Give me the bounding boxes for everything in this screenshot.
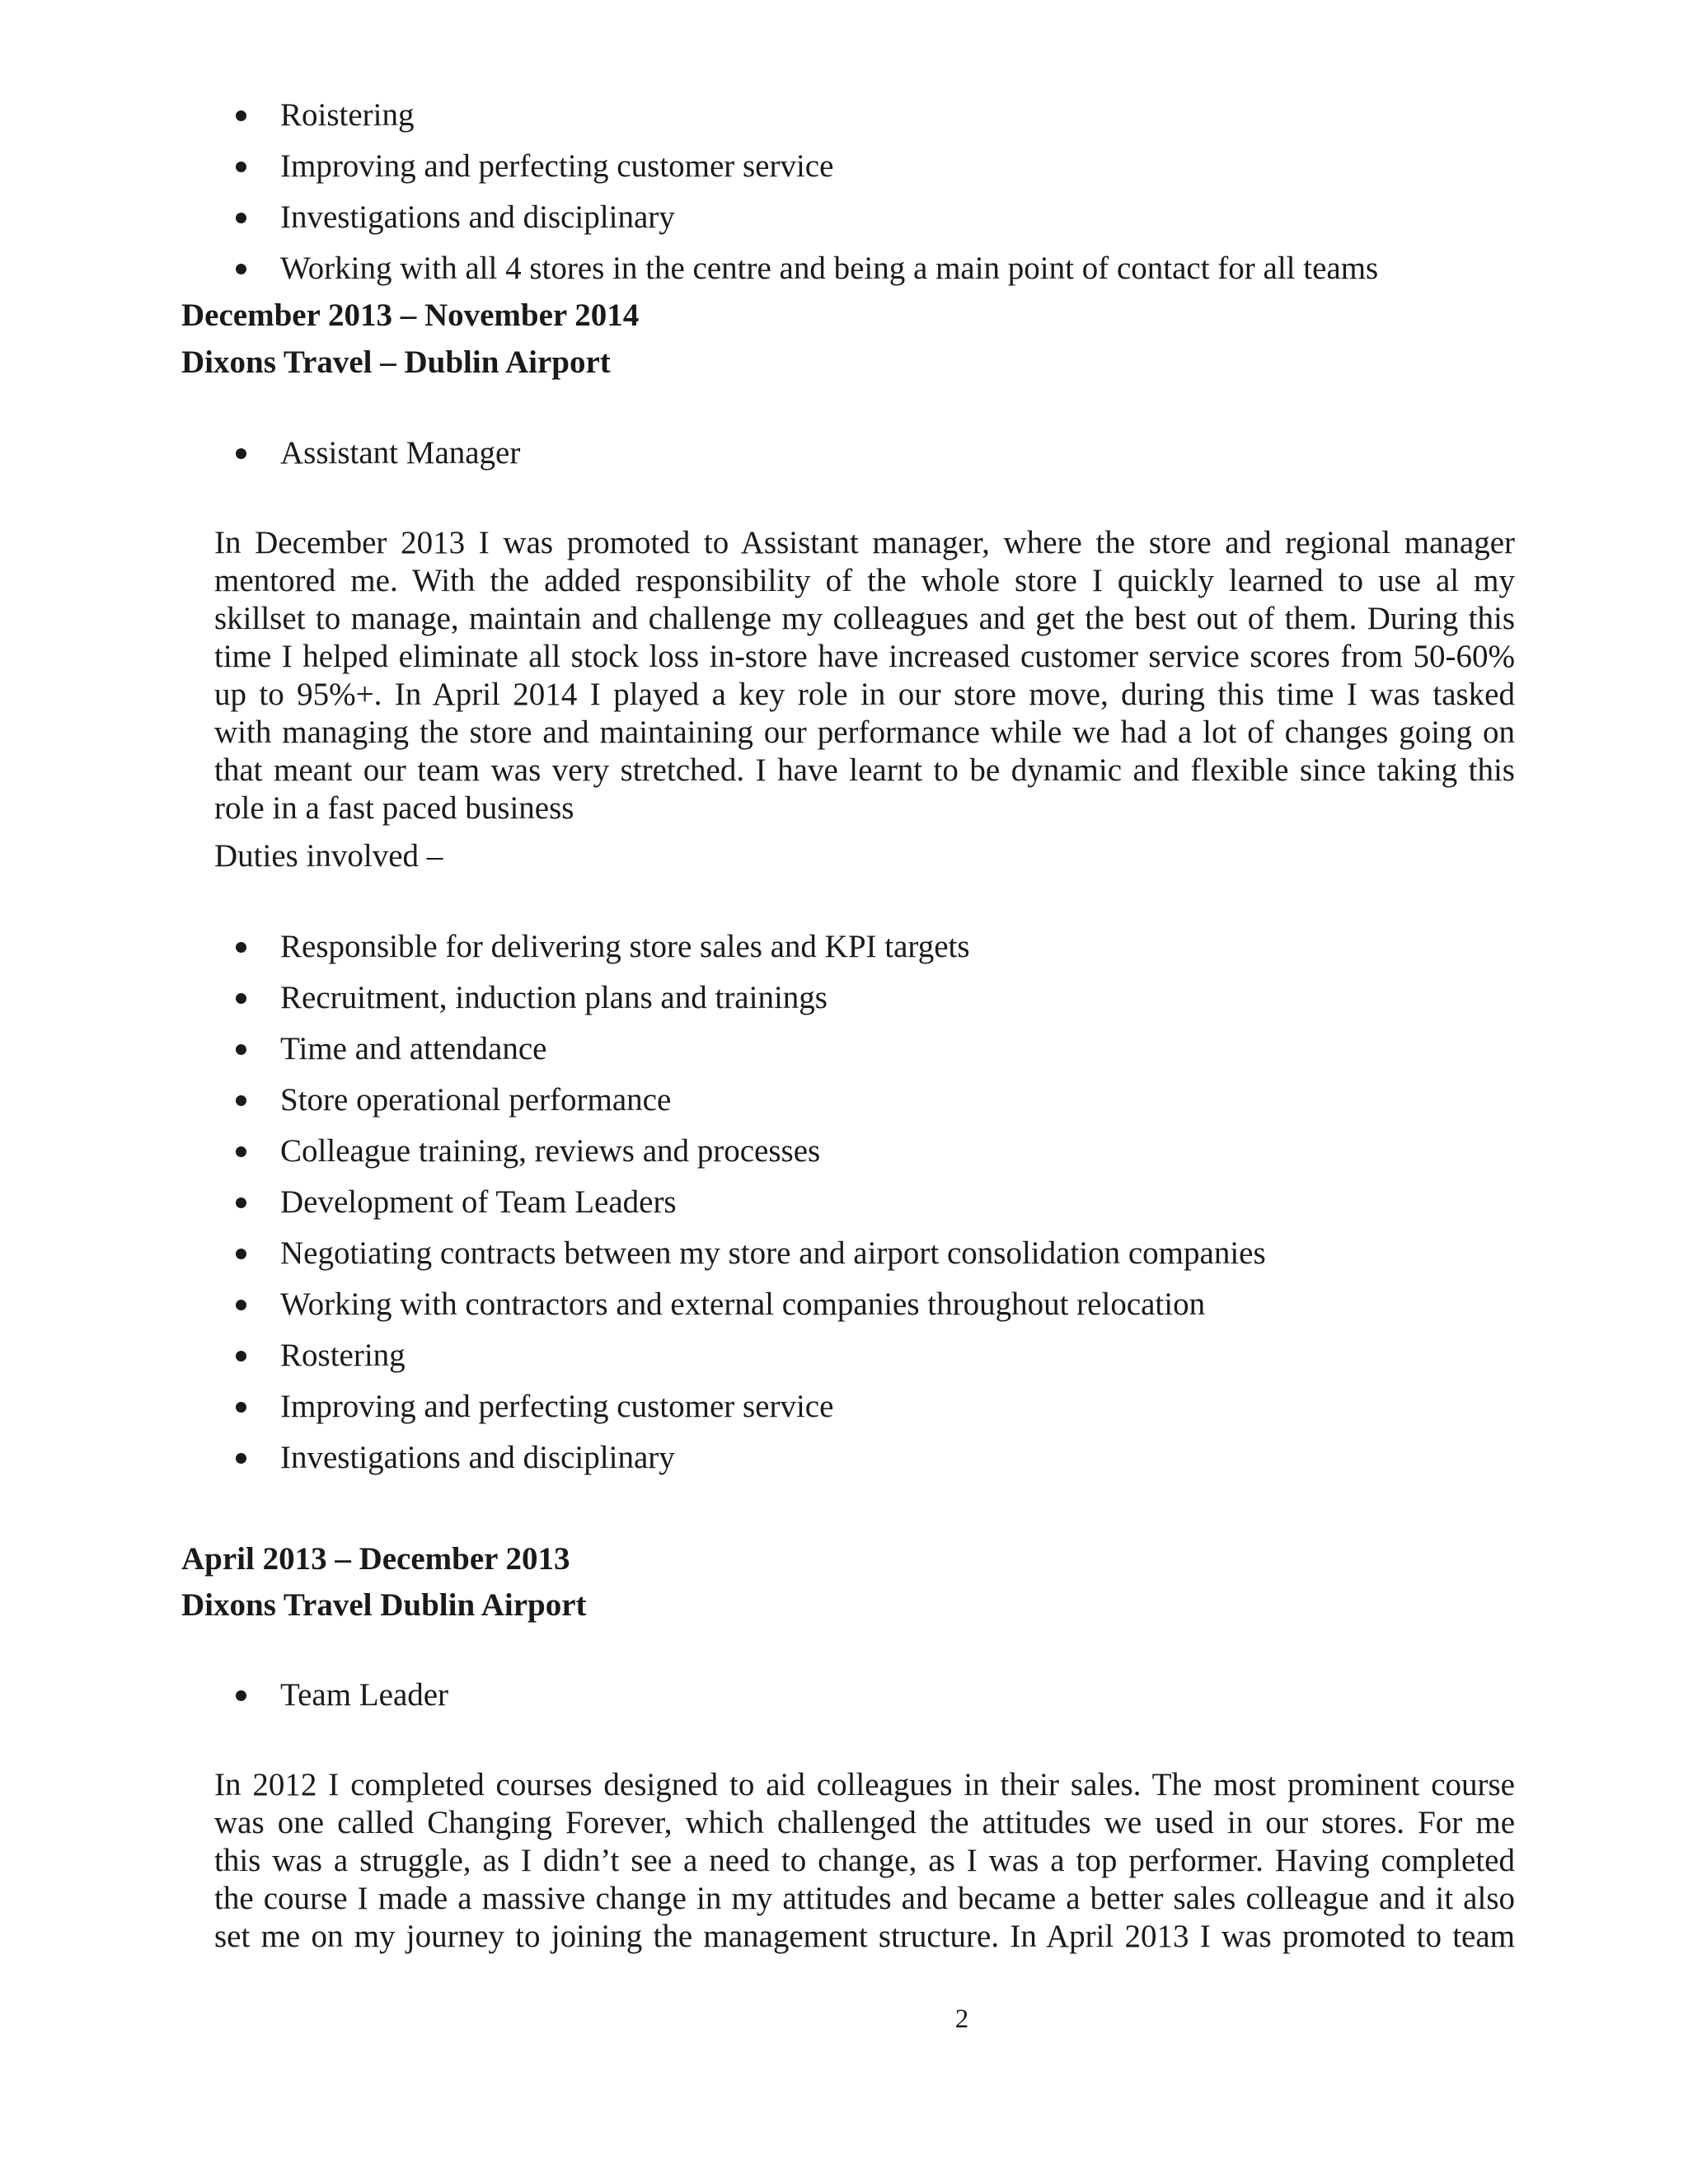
list-item-text: Colleague training, reviews and processes (280, 1133, 821, 1169)
job1-role-list (0, 428, 1688, 479)
bullet-icon (236, 993, 246, 1004)
list-item (0, 90, 1688, 141)
list-item-text: Working with contractors and external companies throughout relocation (280, 1286, 1206, 1322)
list-item-text: Investigations and disciplinary (280, 1440, 675, 1475)
paragraph-line: skillset to manage, maintain and challenge my colleagues and get the best out of them. During this (214, 601, 1515, 636)
list-item (0, 428, 1688, 479)
paragraph-line: was one called Changing Forever, which challenged the attitudes we used in our stores. For me (214, 1805, 1515, 1840)
bullet-icon (236, 1402, 246, 1413)
paragraph-line: with managing the store and maintaining our performance while we had a lot of changes going on (214, 715, 1515, 750)
bullet-icon (236, 1300, 246, 1310)
list-item-text: Roistering (280, 97, 415, 133)
paragraph-line: time I helped eliminate all stock loss in-store have increased customer service scores from 50-60% (214, 639, 1515, 674)
job2-role-text: Team Leader (280, 1677, 449, 1713)
bullet-icon (236, 1197, 246, 1208)
list-item-text: Working with all 4 stores in the centre and being a main point of contact for all teams (280, 251, 1379, 286)
bullet-icon (236, 1095, 246, 1106)
list-item (0, 972, 1688, 1024)
list-item-text: Development of Team Leaders (280, 1184, 677, 1220)
paragraph-line: that meant our team was very stretched. I have learnt to be dynamic and flexible since taking this (214, 752, 1515, 788)
paragraph-line: up to 95%+. In April 2014 I played a key role in our store move, during this time I was tasked (214, 677, 1515, 712)
top-duties-list (0, 90, 1688, 294)
job1-role-text: Assistant Manager (280, 435, 521, 471)
job2-role-block (0, 1670, 1688, 1721)
list-item (0, 1075, 1688, 1126)
job2-role-list (0, 1670, 1688, 1721)
bullet-icon (236, 1249, 246, 1259)
list-item (0, 1330, 1688, 1381)
duties-involved-label: Duties involved – (214, 838, 443, 874)
list-item (0, 921, 1688, 972)
paragraph-line: the course I made a massive change in my attitudes and became a better sales colleague and it also (214, 1881, 1515, 1916)
job2-company-heading: Dixons Travel Dublin Airport (181, 1587, 587, 1623)
job1-company-heading: Dixons Travel – Dublin Airport (181, 344, 611, 380)
job1-duties-list (0, 921, 1688, 1483)
bullet-icon (236, 162, 246, 172)
job2-dates-heading: April 2013 – December 2013 (181, 1541, 570, 1577)
list-item-text: Negotiating contracts between my store and airport consolidation companies (280, 1235, 1266, 1271)
list-item (0, 1670, 1688, 1721)
list-item (0, 192, 1688, 243)
list-item (0, 1177, 1688, 1228)
list-item-text: Recruitment, induction plans and trainings (280, 980, 828, 1015)
list-item-text: Investigations and disciplinary (280, 199, 675, 235)
list-item (0, 141, 1688, 192)
list-item (0, 1228, 1688, 1279)
paragraph-line: mentored me. With the added responsibility of the whole store I quickly learned to use al my (214, 563, 1515, 598)
list-item (0, 1279, 1688, 1330)
list-item (0, 243, 1688, 294)
list-item-text: Store operational performance (280, 1082, 672, 1118)
paragraph-line: In 2012 I completed courses designed to aid colleagues in their sales. The most prominent course (214, 1767, 1515, 1802)
paragraph-line: In December 2013 I was promoted to Assistant manager, where the store and regional manager (214, 525, 1515, 560)
list-item-text: Responsible for delivering store sales and KPI targets (280, 929, 970, 964)
bullet-icon (236, 1453, 246, 1464)
bullet-icon (236, 1044, 246, 1055)
bullet-icon (236, 1690, 246, 1701)
list-item-text: Improving and perfecting customer service (280, 148, 834, 184)
job1-description-paragraph (214, 524, 1515, 827)
bullet-icon (236, 110, 246, 121)
page-number: 2 (954, 2004, 969, 2034)
list-item-text: Improving and perfecting customer service (280, 1389, 834, 1424)
list-item-text: Time and attendance (280, 1031, 547, 1066)
bullet-icon (236, 264, 246, 274)
list-item-text: Rostering (280, 1338, 406, 1373)
paragraph-line: role in a fast paced business (214, 790, 574, 826)
job2-description-paragraph (214, 1766, 1515, 1956)
paragraph-line: set me on my journey to joining the management structure. In April 2013 I was promoted to team (214, 1919, 1515, 1954)
bullet-icon (236, 448, 246, 459)
top-duties-list-block (0, 90, 1688, 294)
bullet-icon (236, 1146, 246, 1157)
bullet-icon (236, 942, 246, 953)
job1-dates-heading: December 2013 – November 2014 (181, 298, 640, 333)
job1-duties-list-block (0, 921, 1688, 1483)
list-item (0, 1126, 1688, 1177)
bullet-icon (236, 213, 246, 223)
bullet-icon (236, 1351, 246, 1361)
list-item (0, 1024, 1688, 1075)
list-item (0, 1432, 1688, 1483)
job1-role-block (0, 428, 1688, 479)
paragraph-line: this was a struggle, as I didn’t see a need to change, as I was a top performer. Having completed (214, 1843, 1515, 1878)
list-item (0, 1381, 1688, 1432)
